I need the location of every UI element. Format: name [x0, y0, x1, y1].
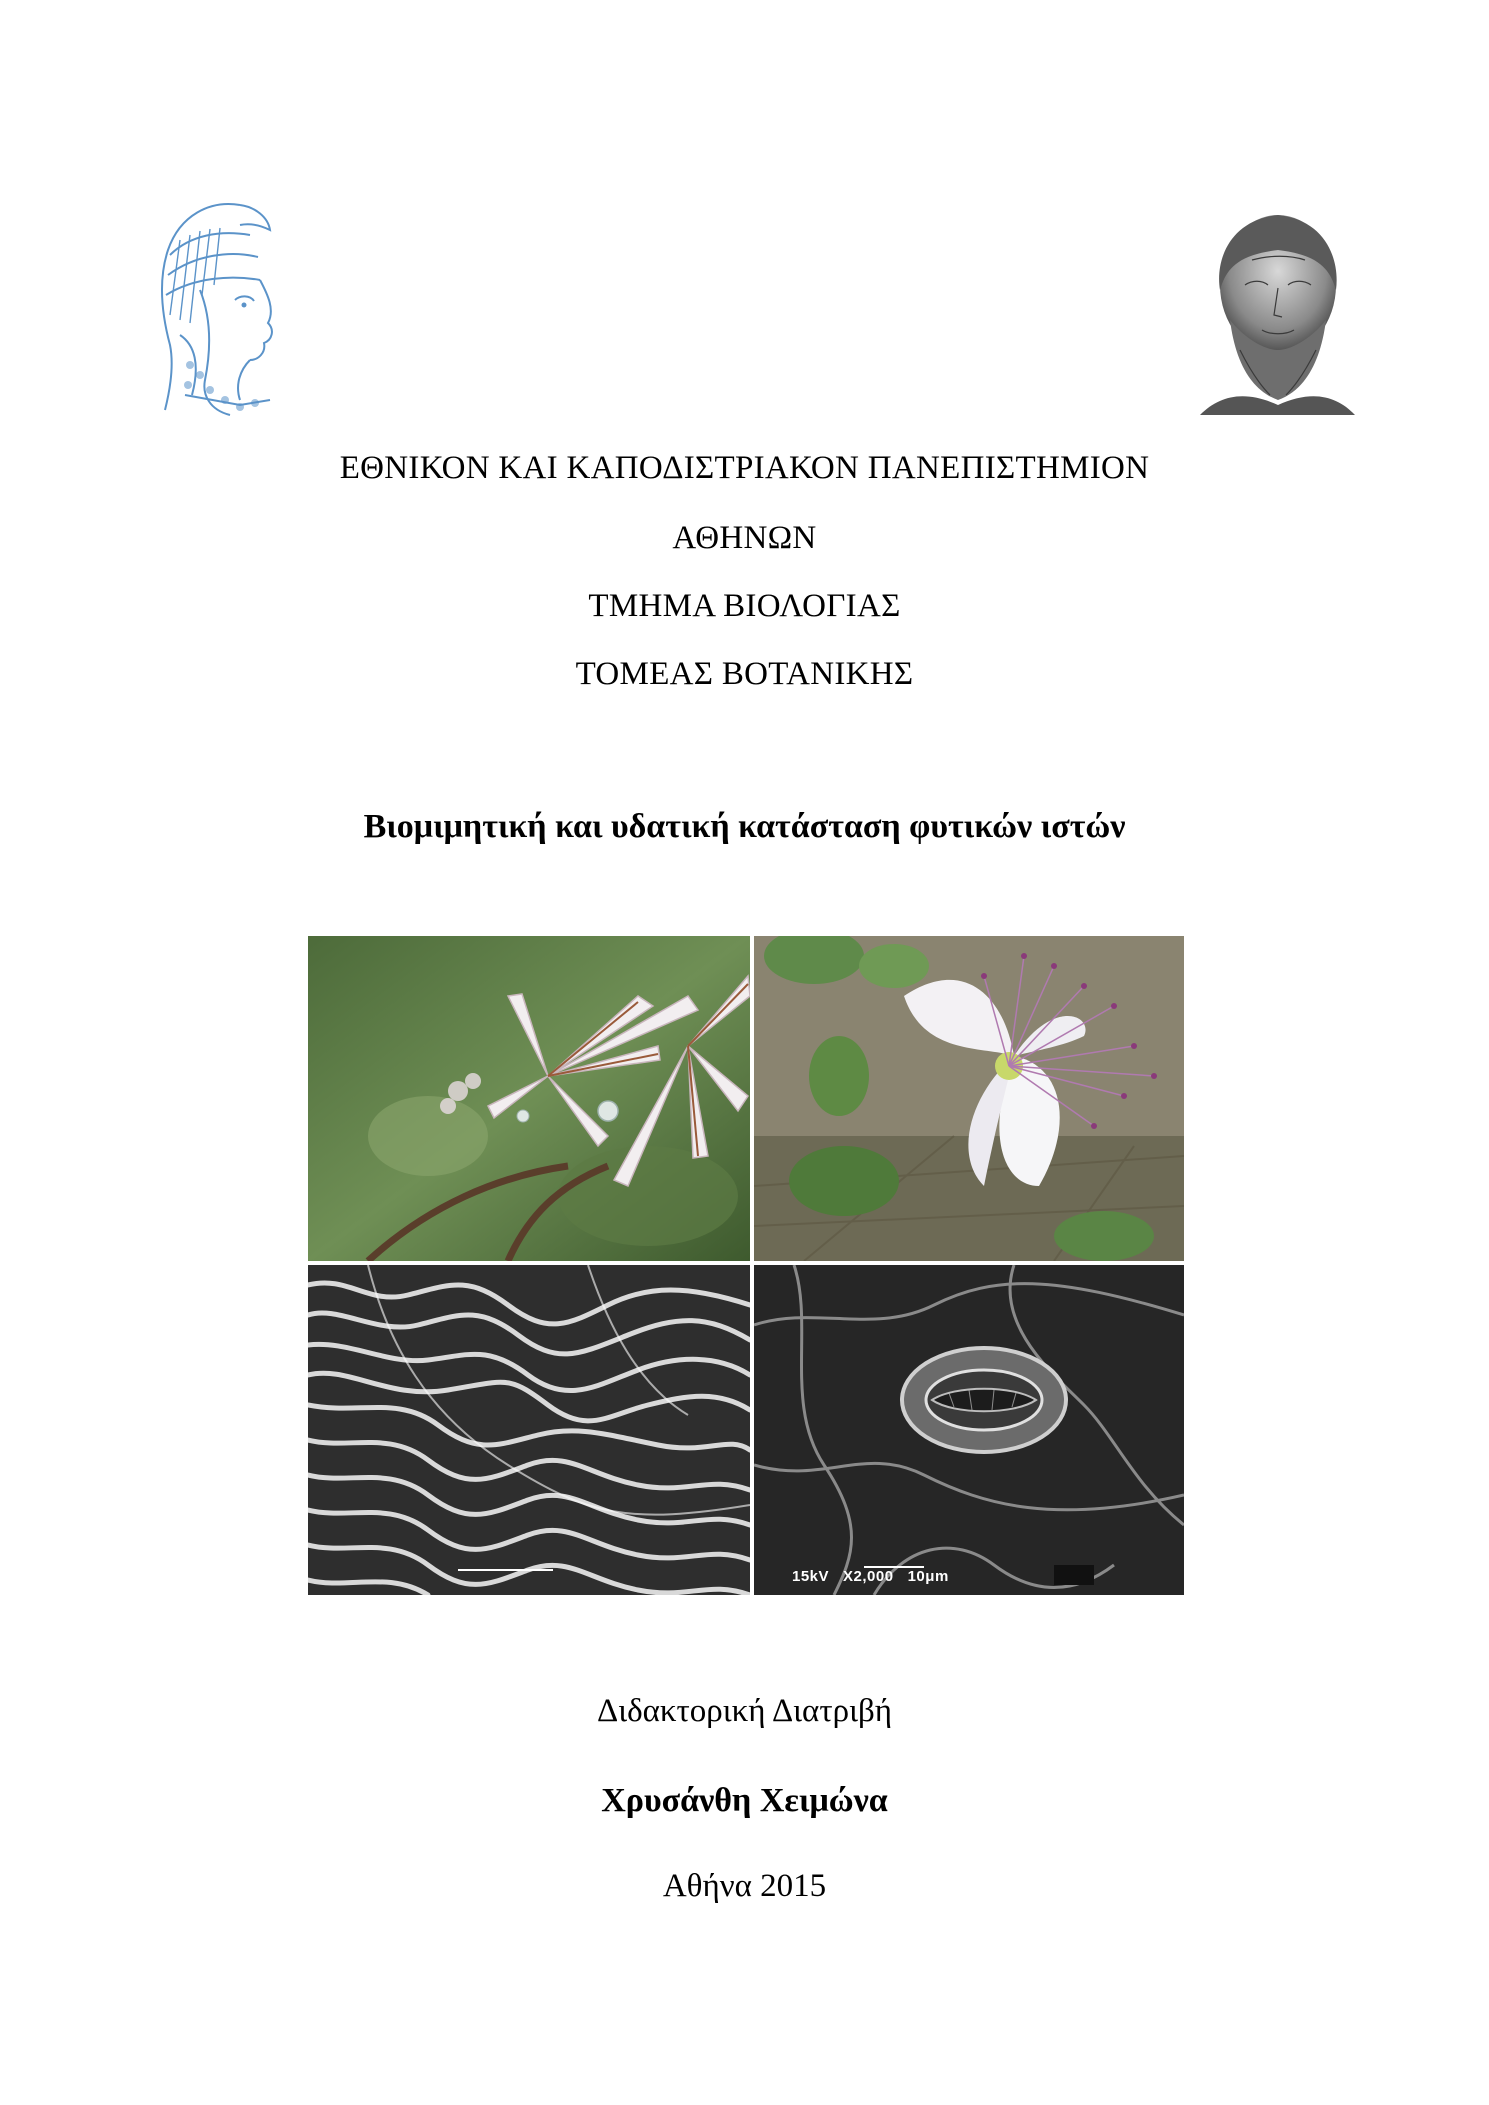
asphodel-flower-photo — [308, 936, 750, 1261]
sector-name: ΤΟΜΕΑΣ ΒΟΤΑΝΙΚΗΣ — [575, 656, 914, 692]
thesis-title: Βιομιμητική και υδατική κατάσταση φυτικών ιστών — [363, 808, 1126, 845]
university-name-line2: ΑΘΗΝΩΝ — [672, 520, 817, 556]
caper-flower-photo — [754, 936, 1184, 1261]
department-name: ΤΜΗΜΑ ΒΙΟΛΟΓΙΑΣ — [588, 588, 901, 624]
sem-stoma-image — [754, 1265, 1184, 1595]
athena-helmet-emblem-icon — [140, 195, 300, 425]
bearded-bust-portrait-icon — [1190, 200, 1365, 415]
sem-cuticle-folds-image — [308, 1265, 750, 1595]
author-name: Χρυσάνθη Χειμώνα — [601, 1782, 888, 1819]
photo-collage — [308, 936, 1184, 1595]
place-year: Αθήνα 2015 — [662, 1868, 827, 1904]
university-name-line1: ΕΘΝΙΚΟΝ ΚΑΙ ΚΑΠΟΔΙΣΤΡΙΑΚΟΝ ΠΑΝΕΠΙΣΤΗΜΙΟΝ — [339, 450, 1150, 486]
sem-scale-label: 15kV X2,000 10μm — [792, 1568, 949, 1585]
thesis-type: Διδακτορική Διατριβή — [596, 1693, 893, 1729]
